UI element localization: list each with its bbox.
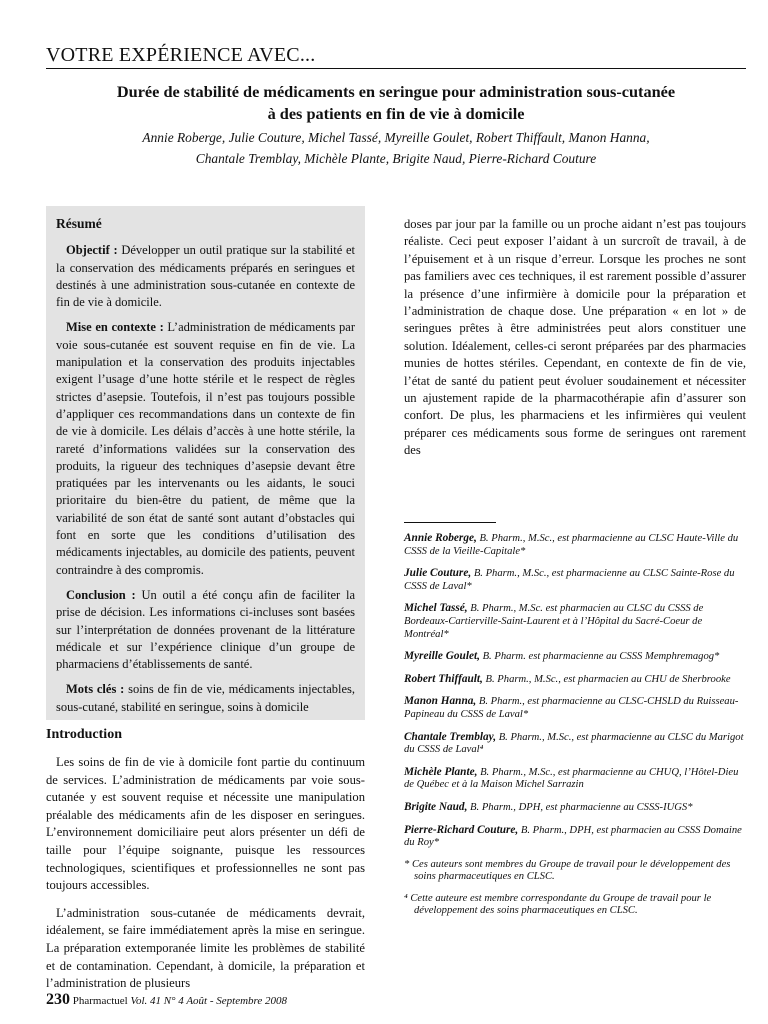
conclusion-label: Conclusion :	[66, 587, 136, 602]
journal-name: Pharmactuel	[72, 995, 128, 1007]
author-list	[46, 127, 746, 169]
author-note: Manon Hanna, B. Pharm., est pharmacienne au CLSC-CHSLD du Ruisseau-Papineau du CSSS de Laval*	[404, 695, 739, 720]
article-title	[46, 81, 746, 125]
introduction-body	[46, 754, 365, 1003]
author-note: Chantale Tremblay, B. Pharm., M.Sc., est pharmacienne au CLSC du Marigot du CSSS de Laval⁴	[404, 730, 744, 756]
introduction-paragraph: Les soins de fin de vie à domicile font partie du continuum de services. L’administration de médicaments par voie sous-cutanée y est souvent requise et nécessite une manipulation préalable des médicaments afin de les disposer en seringues. L’environnement domiciliaire peut alors présenter un défi de taille pour l’équipe soignante, puisque les ressources technologiques, scientifiques et professionnelles ne sont pas toujours accessibles.	[46, 755, 365, 893]
title-line: Durée de stabilité de médicaments en seringue pour administration sous-cutanée	[116, 82, 676, 101]
title-line: à des patients en fin de vie à domicile	[267, 104, 525, 123]
author-note: Julie Couture, B. Pharm., M.Sc., est pharmacienne au CLSC Sainte-Rose du CSSS de Laval*	[404, 567, 735, 592]
author-notes	[404, 532, 746, 927]
author-line: Annie Roberge, Julie Couture, Michel Tassé, Myreille Goulet, Robert Thiffault, Manon Hanna,	[142, 130, 650, 145]
journal-issue: Vol. 41 N° 4 Août - Septembre 2008	[130, 995, 288, 1007]
abstract-objective	[56, 242, 355, 311]
page-footer	[46, 991, 287, 1009]
objective-text: Développer un outil pratique sur la stabilité et la conservation des médicaments préparés en seringues et destinés à une administration sous-cutanée en contexte de fin de vie à domicile.	[56, 243, 355, 310]
objective-label: Objectif :	[66, 243, 118, 258]
author-note: Brigite Naud, B. Pharm., DPH, est pharmacienne au CSSS-IUGS*	[404, 800, 693, 813]
abstract-heading: Résumé	[56, 216, 102, 231]
footnote-rule	[404, 522, 496, 523]
abstract-box	[46, 206, 365, 720]
context-label: Mise en contexte :	[66, 320, 164, 335]
introduction-paragraph: L’administration sous-cutanée de médicaments devrait, idéalement, se faire immédiatement après la mise en seringue. La préparation extemporanée limite les problèmes de stabilité et de contamination. Cependant, à domicile, la préparation et l’administration de plusieurs	[46, 905, 365, 991]
page-number: 230	[46, 991, 70, 1008]
author-note: Michèle Plante, B. Pharm., M.Sc., est pharmacienne au CHUQ, l’Hôtel-Dieu de Québec et à la Maison Michel Sarrazin	[404, 765, 739, 791]
abstract-conclusion	[56, 587, 355, 673]
keywords-label: Mots clés :	[66, 682, 125, 697]
conclusion-text: Un outil a été conçu afin de faciliter la prise de décision. Les informations ci-incluses sont basées sur l’interprétation de données provenant de la littérature médicale et sur l’expérience clinique d’un groupe de pharmaciens d’établissements de santé.	[56, 587, 355, 672]
author-note: Annie Roberge, B. Pharm., M.Sc., est pharmacienne au CLSC Haute-Ville du CSSS de la Vieille-Capitale*	[404, 532, 739, 557]
author-note: Pierre-Richard Couture, B. Pharm., DPH, est pharmacien au CSSS Domaine du Roy*	[404, 823, 742, 849]
introduction-heading: Introduction	[46, 727, 122, 742]
footnote: ⁴ Cette auteure est membre correspondante du Groupe de travail pour le développement des soins pharmaceutiques en CLSC.	[404, 892, 712, 917]
footnote: * Ces auteurs sont membres du Groupe de travail pour le développement des soins pharmaceutiques en CLSC.	[404, 858, 731, 883]
section-header: VOTRE EXPÉRIENCE AVEC...	[46, 44, 316, 66]
author-note: Robert Thiffault, B. Pharm., M.Sc., est pharmacien au CHU de Sherbrooke	[404, 672, 731, 685]
right-column-text: doses par jour par la famille ou un proche aidant n’est pas toujours réaliste. Ceci peut exposer l’aidant à un surcroît de travail, à de l’épuisement et à un risque d’erreur. Lorsque les proches ne sont pas familiers avec ces techniques, il est rarement possible d’assurer la présence d’une infirmière à domicile pour la préparation et l’administration de chaque dose. Une préparation « en lot » de seringues prêtes à être administrées peut alors constituer une solution. Idéalement, celles-ci seront préparées par des pharmacies munies de hottes stériles. Cependant, en contexte de fin de vie, l’état de santé du patient peut évoluer soudainement et nécessiter un ajustement rapide de la pharmacothérapie afin d’assurer son confort. De plus, les pharmaciens et les infirmières qui veulent préparer ces médicaments sous forme de seringues ont rarement des	[404, 217, 746, 458]
author-line: Chantale Tremblay, Michèle Plante, Brigite Naud, Pierre-Richard Couture	[195, 151, 597, 166]
abstract-context	[56, 319, 355, 578]
context-text: L’administration de médicaments par voie sous-cutanée est souvent requise en fin de vie. La manipulation et la conservation des produits injectables exigent l’usage d’une hotte stérile et le respect de règles strictes d’asepsie. Toutefois, il n’est pas toujours possible d’appliquer ces recommandations dans un contexte de fin de vie à domicile. Les délais d’accès à une hotte stérile, la rareté d’informations validées sur la conservation des produits, la rigueur des techniques d’asepsie devant être pratiquées par les intervenants ou les aidants, le souci prioritaire du bien-être du patient, de même que la variabilité de son état de santé sont autant d’obstacles qui font en sorte que les conditions d’utilisation des médicaments injectables, au domicile des patients, peuvent contraindre à des compromis.	[56, 320, 355, 577]
abstract-keywords	[56, 681, 355, 716]
author-note: Myreille Goulet, B. Pharm. est pharmacienne au CSSS Memphremagog*	[404, 650, 720, 663]
author-note: Michel Tassé, B. Pharm., M.Sc. est pharmacien au CLSC du CSSS de Bordeaux-Cartierville-Saint-Laurent et à l’Hôpital du Sacré-Coeur de Montréal*	[404, 602, 704, 640]
header-rule	[46, 68, 746, 69]
keywords-text: soins de fin de vie, médicaments injectables, sous-cutané, stabilité en seringue, soins à domicile	[56, 682, 355, 714]
